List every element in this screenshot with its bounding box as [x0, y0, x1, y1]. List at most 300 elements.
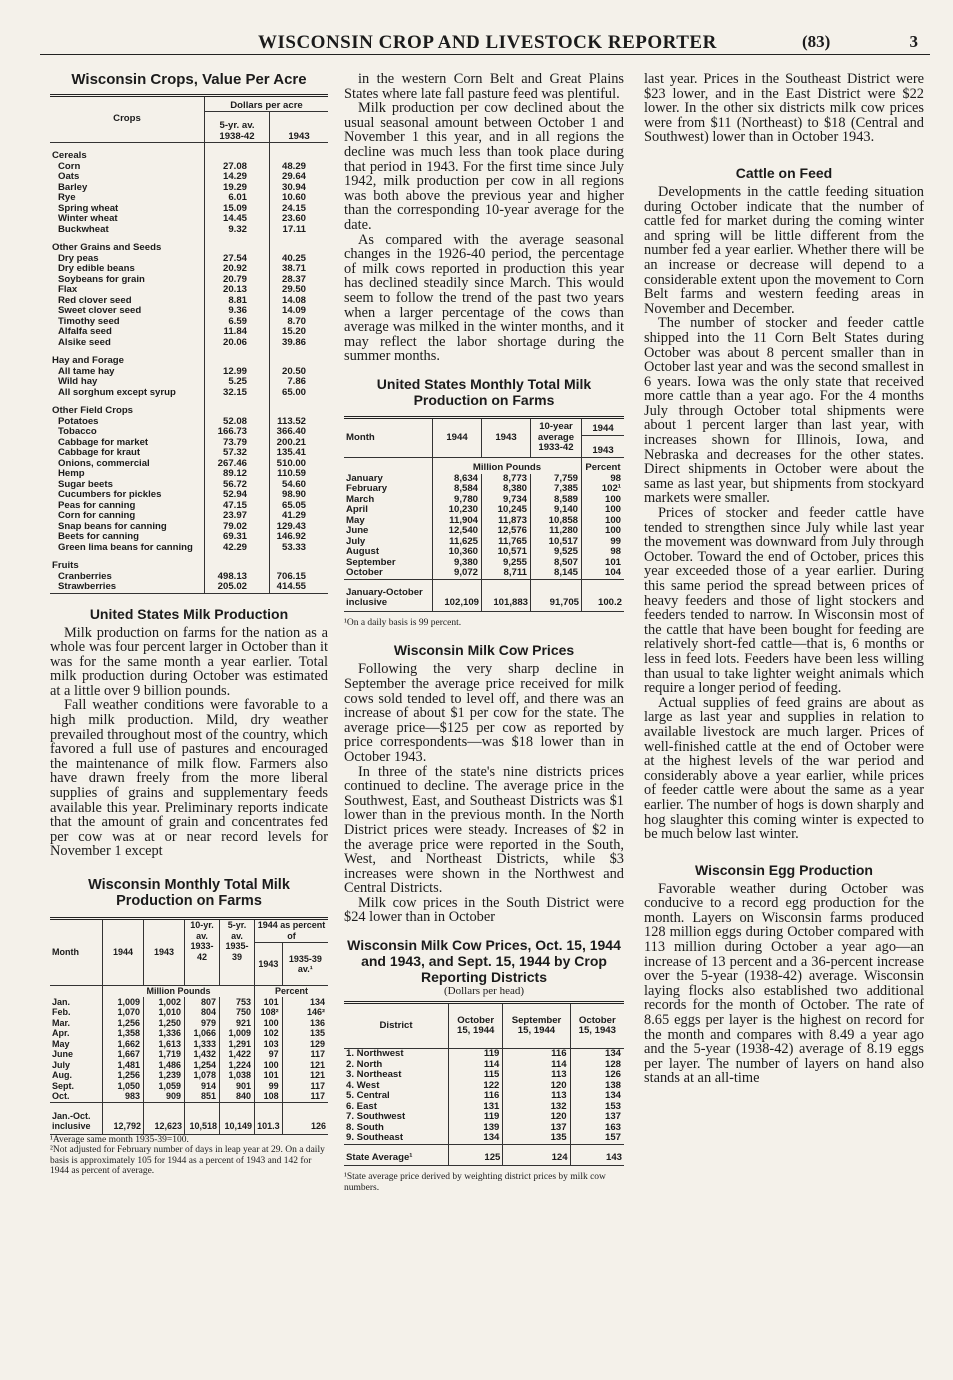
value-1943: 65.00: [270, 388, 329, 399]
cell-value: 1,358: [103, 1028, 144, 1039]
cell-value: 851: [185, 1091, 220, 1102]
cell-value: 10,517: [531, 537, 582, 548]
table-row: [344, 526, 624, 537]
us-col-1944: 1944: [433, 417, 482, 457]
row-label: July: [52, 1059, 71, 1070]
table-row: [50, 1070, 328, 1081]
us-table-note: ¹On a daily basis is 99 percent.: [344, 617, 462, 628]
avg-value: 52.08: [205, 417, 270, 428]
avg-value: 11.84: [205, 327, 270, 338]
table-row: [50, 490, 328, 501]
row-label: Oct.: [52, 1091, 70, 1101]
wi-col-p3539: 1935-39 av.¹: [282, 943, 328, 986]
paragraph: In three of the state's nine districts prices continued to decline. The average price in the Southwest, East, and Southeast Districts was $1 lower than in the previous month. In the North District prices were steady. Increases of $2 in the average price were reported in the South, West, and Northeast Districts, while $3 increases were shown in the Northwest and Central Districts.: [344, 763, 624, 897]
eggs-title: Wisconsin Egg Production: [695, 861, 873, 878]
cell-value: 114: [449, 1060, 503, 1071]
table-row: [50, 427, 328, 438]
cell-value: 901: [220, 1081, 255, 1092]
row-label: February: [346, 483, 388, 495]
cell-value: 9,734: [482, 495, 531, 506]
avg-value: 9.36: [205, 306, 270, 317]
paragraph: Prices of stocker and feeder cattle have tended to strengthen since July while last year the movement was downward from July through October. Toward the end of October, prices this year exceeded those of a year earlier. During this same period the spread between prices of heavy feeders and those of light stockers and feeders tended to narrow. In Wisconsin most of the cattle that have been bought for feeding are relatively short-fed cattle—that is, 6 months or less in feed lots. Feeders have been less willing than usual to take lighter weight animals which require a longer period of feeding.: [644, 505, 924, 697]
cell-value: 128: [570, 1060, 624, 1071]
cell-value: 132: [503, 1102, 570, 1113]
crop-name: Corn: [58, 160, 81, 172]
group-name: Other Field Crops: [52, 405, 134, 416]
cell-value: 1,256: [103, 1070, 144, 1081]
cell-value: 914: [185, 1081, 220, 1092]
district-table-note: ¹State average price derived by weighting district prices by milk cow numbers.: [344, 1172, 606, 1193]
cell-value: 135: [503, 1133, 570, 1144]
group-row: [50, 553, 328, 572]
value-1943: 129.43: [270, 522, 329, 533]
total-value: 125: [449, 1144, 503, 1166]
crop-name: Alfalfa seed: [58, 326, 112, 337]
avg-value: 14.45: [205, 214, 270, 225]
cell-value: 7,759: [531, 474, 582, 485]
cell-value: 1,613: [144, 1039, 185, 1050]
col-crops: Crops: [50, 96, 205, 143]
avg-value: 20.92: [205, 264, 270, 275]
group-name: Hay and Forage: [52, 355, 124, 366]
cell-value: 134: [570, 1049, 624, 1060]
cell-value: 1,009: [103, 997, 144, 1008]
paragraph: Milk production per cow declined about the usual seasonal amount between October 1 and November 1 this year, and in all regions the decline was much less than took place during that period in 1943. For the first time since July 1942, milk production per cow in all regions was both above the previous year and higher than the corresponding 10-year average for the date.: [344, 100, 624, 233]
cell-value: 9,140: [531, 505, 582, 516]
row-label: Aug.: [52, 1070, 72, 1080]
row-label: September: [346, 556, 396, 568]
value-1943: 200.21: [270, 438, 329, 449]
eggs-text: [644, 882, 924, 1086]
paragraph: Milk cow prices in the South District were $24 lower than in October: [344, 894, 624, 926]
cell-value: 108: [255, 1091, 283, 1102]
cow-prices-title: Wisconsin Milk Cow Prices: [393, 642, 575, 659]
cell-value: 137: [503, 1123, 570, 1134]
table-row: [50, 532, 328, 543]
wi-milk-note-1: ¹Average same month 1935-39=100.: [50, 1134, 189, 1145]
avg-value: 73.79: [205, 438, 270, 449]
table-row: [50, 1039, 328, 1050]
us-col-pct-bot: 1943: [582, 435, 625, 457]
paragraph: Fall weather conditions were favorable to a high milk production. Mild, dry weather prevailed throughout most of the country, which favored a full use of pastures and encouraged the maintenance of milk flow. Farmers also have drawn freely from the more liberal supplies of grains and supplementary feeds available this year. Preliminary reports indicate that the amount of grain and concentrates fed per cow was at or near record levels for November 1 except: [50, 697, 328, 860]
crop-name: All tame hay: [58, 365, 115, 377]
column-2: [344, 72, 624, 1193]
cell-value: 8,589: [531, 495, 582, 506]
cell-value: 9,780: [433, 495, 482, 506]
us-table-title: United States Monthly Total Milk Production on Farms: [376, 375, 592, 408]
row-label: June: [346, 525, 369, 537]
cow-prices-text: [344, 662, 624, 925]
cell-value: 1,010: [144, 1007, 185, 1018]
row-label: Mar.: [52, 1017, 71, 1028]
value-1943: 14.08: [270, 296, 329, 307]
row-label: Jan.: [52, 996, 71, 1007]
cell-value: 129: [282, 1039, 328, 1050]
crop-name: Onions, commercial: [58, 457, 150, 469]
paragraph: Following the very sharp decline in September the average price received for milk cows sold tended to level off, and there was an increase of about $1 per cow for the state. The average price—$125 per cow as reported by price correspondents—was $18 lower than in October 1943.: [344, 661, 624, 765]
table-row: [50, 1060, 328, 1071]
dt-col-oct43: October 15, 1943: [570, 1003, 624, 1049]
crop-name: Cucumbers for pickles: [58, 489, 162, 500]
wi-col-pct: 1944 as percent of: [255, 919, 329, 943]
cell-value: 108²: [255, 1007, 283, 1018]
cell-value: 1,038: [220, 1070, 255, 1081]
cell-value: 134: [570, 1091, 624, 1102]
wi-col-p1943: 1943: [255, 943, 283, 986]
table-row: [344, 1091, 624, 1102]
table-row: [50, 582, 328, 593]
total-value: 143: [570, 1144, 624, 1166]
total-value: 102,109: [433, 579, 482, 611]
cell-value: 137: [570, 1112, 624, 1123]
paragraph: in the western Corn Belt and Great Plains States where late fall pasture feed was plentiful.: [344, 71, 624, 102]
cell-value: 120: [503, 1081, 570, 1092]
cell-value: 102: [255, 1028, 283, 1039]
cell-value: 98: [582, 547, 625, 558]
value-1943: 40.25: [270, 254, 329, 265]
cell-value: 12,576: [482, 526, 531, 537]
crops-value-title: Wisconsin Crops, Value Per Acre: [71, 71, 307, 88]
crop-name: Sugar beets: [58, 478, 113, 490]
row-label: Feb.: [52, 1007, 71, 1017]
paragraph: Milk production on farms for the nation as a whole was four percent larger in October than it was for the same month a year earlier. Total milk production during October was estimated at a little over 9 billion pounds.: [50, 624, 328, 699]
value-1943: 53.33: [270, 543, 329, 554]
cell-value: 100: [255, 1018, 283, 1029]
cell-value: 115: [449, 1070, 503, 1081]
row-label: 1. Northwest: [346, 1048, 404, 1060]
group-row: [50, 348, 328, 367]
table-row: [344, 484, 624, 495]
cell-value: 8,507: [531, 558, 582, 569]
dt-col-oct44: October 15, 1944: [449, 1003, 503, 1049]
crop-name: Peas for canning: [58, 499, 136, 511]
table-row: [50, 264, 328, 275]
cell-value: 135: [282, 1028, 328, 1039]
cell-value: 11,625: [433, 537, 482, 548]
paragraph: Developments in the cattle feeding situation during October indicate that the number of cattle fed for market during the coming winter and spring will be little different from the number fed a year earlier. Whether there will be an increase or decrease will depend to a considerable extent upon the movement to Corn Belt farms and western feeding areas in November and December.: [644, 183, 924, 317]
row-label: 2. North: [346, 1058, 383, 1070]
cell-value: 11,280: [531, 526, 582, 537]
value-1943: 14.09: [270, 306, 329, 317]
avg-value: 42.29: [205, 543, 270, 554]
cell-value: 9,525: [531, 547, 582, 558]
page-number: 3: [909, 32, 918, 51]
total-label: State Average¹: [344, 1144, 449, 1166]
cell-value: 1,422: [220, 1049, 255, 1060]
crop-name: Corn for canning: [58, 510, 136, 521]
cell-value: 11,765: [482, 537, 531, 548]
total-value: 101.3: [255, 1102, 283, 1134]
avg-value: 498.13: [205, 572, 270, 583]
value-1943: 29.64: [270, 172, 329, 183]
wi-col-5yr: 5-yr. av. 1935-39: [220, 919, 255, 986]
group-name: Cereals: [52, 150, 87, 161]
cell-value: 163: [570, 1123, 624, 1134]
crop-name: Cranberries: [58, 570, 112, 582]
crop-name: Timothy seed: [58, 315, 120, 327]
cell-value: 1,486: [144, 1060, 185, 1071]
row-label: Sept.: [52, 1080, 75, 1091]
table-row: [50, 377, 328, 388]
cell-value: 1,256: [103, 1018, 144, 1029]
value-1943: 414.55: [270, 582, 329, 593]
us-col-pct-top: 1944: [582, 417, 625, 435]
cell-value: 1,009: [220, 1028, 255, 1039]
cell-value: 1,667: [103, 1049, 144, 1060]
table-row: [344, 505, 624, 516]
row-label: April: [346, 504, 368, 516]
cell-value: 103: [255, 1039, 283, 1050]
cell-value: 8,773: [482, 474, 531, 485]
row-label: 3. Northeast: [346, 1069, 402, 1081]
col-1943: 1943: [270, 112, 329, 143]
value-1943: 135.41: [270, 448, 329, 459]
cell-value: 1,333: [185, 1039, 220, 1050]
wi-col-1944: 1944: [103, 919, 144, 986]
us-milk-table: [344, 416, 624, 612]
district-table-subtitle: (Dollars per head): [443, 985, 525, 998]
crop-name: Buckwheat: [58, 223, 109, 235]
cell-value: 9,380: [433, 558, 482, 569]
avg-value: 32.15: [205, 388, 270, 399]
cell-value: 1,070: [103, 1007, 144, 1018]
value-1943: 8.70: [270, 317, 329, 328]
row-label: March: [346, 493, 375, 505]
cell-value: 1,050: [103, 1081, 144, 1092]
us-col-1943: 1943: [482, 417, 531, 457]
avg-value: 27.54: [205, 254, 270, 265]
us-unit-pct: Percent: [582, 457, 625, 474]
table-row: [50, 1081, 328, 1092]
avg-value: 9.32: [205, 225, 270, 236]
row-label: 5. Central: [346, 1090, 390, 1102]
cell-value: 139: [449, 1123, 503, 1134]
cell-value: 804: [185, 1007, 220, 1018]
us-col-month: Month: [344, 417, 433, 457]
avg-value: 69.31: [205, 532, 270, 543]
cell-value: 1,002: [144, 997, 185, 1008]
cell-value: 8,584: [433, 484, 482, 495]
row-label: 4. West: [346, 1079, 380, 1091]
cell-value: 1,059: [144, 1081, 185, 1092]
page-header: [40, 32, 930, 55]
cell-value: 1,336: [144, 1028, 185, 1039]
wi-unit-lbs: Million Pounds: [103, 986, 255, 997]
crop-name: Flax: [58, 284, 78, 295]
table-row: [344, 1112, 624, 1123]
row-label: May: [346, 514, 365, 526]
table-row: [50, 1091, 328, 1102]
row-label: 7. Southwest: [346, 1111, 406, 1123]
value-1943: 41.29: [270, 511, 329, 522]
cell-value: 807: [185, 997, 220, 1008]
cell-value: 117: [282, 1091, 328, 1102]
value-1943: 39.86: [270, 338, 329, 349]
cell-value: 100: [582, 505, 625, 516]
table-row: [50, 214, 328, 225]
cell-value: 116: [503, 1049, 570, 1060]
table-row: [344, 558, 624, 569]
cell-value: 753: [220, 997, 255, 1008]
value-1943: 20.50: [270, 367, 329, 378]
value-1943: 30.94: [270, 183, 329, 194]
crop-name: Dry edible beans: [58, 263, 135, 274]
total-value: 10,149: [220, 1102, 255, 1134]
row-label: June: [52, 1049, 74, 1059]
cell-value: 117: [282, 1081, 328, 1092]
cattle-title: Cattle on Feed: [735, 164, 833, 181]
crop-name: Potatoes: [58, 415, 99, 427]
avg-value: 20.06: [205, 338, 270, 349]
cell-value: 101: [255, 1070, 283, 1081]
value-1943: 510.00: [270, 459, 329, 470]
cell-value: 840: [220, 1091, 255, 1102]
table-row: [344, 516, 624, 527]
group-name: Other Grains and Seeds: [52, 242, 162, 253]
cell-value: 134: [449, 1133, 503, 1144]
cell-value: 157: [570, 1133, 624, 1144]
avg-value: 47.15: [205, 501, 270, 512]
value-1943: 17.11: [270, 225, 329, 236]
table-row: [50, 225, 328, 236]
value-1943: 15.20: [270, 327, 329, 338]
total-value: 91,705: [531, 579, 582, 611]
avg-value: 15.09: [205, 204, 270, 215]
cell-value: 1,719: [144, 1049, 185, 1060]
group-row: [50, 143, 328, 162]
cell-value: 8,380: [482, 484, 531, 495]
cell-value: 7,385: [531, 484, 582, 495]
row-label: May: [52, 1038, 70, 1049]
cell-value: 131: [449, 1102, 503, 1113]
cell-value: 99: [582, 537, 625, 548]
avg-value: 79.02: [205, 522, 270, 533]
table-row: [50, 511, 328, 522]
dt-col-district: District: [344, 1003, 449, 1049]
crop-name: Oats: [58, 171, 80, 182]
district-table-title: Wisconsin Milk Cow Prices, Oct. 15, 1944 and 1943, and Sept. 15, 1944 by Crop Reporting Districts: [347, 937, 621, 986]
row-label: Apr.: [52, 1028, 70, 1038]
cell-value: 114: [503, 1060, 570, 1071]
avg-value: 56.72: [205, 480, 270, 491]
cell-value: 8,634: [433, 474, 482, 485]
cell-value: 146²: [282, 1007, 328, 1018]
cell-value: 101: [255, 997, 283, 1008]
cell-value: 122: [449, 1081, 503, 1092]
table-row: [50, 448, 328, 459]
table-row: [50, 469, 328, 480]
value-1943: 28.37: [270, 275, 329, 286]
avg-value: 166.73: [205, 427, 270, 438]
cell-value: 1,291: [220, 1039, 255, 1050]
cell-value: 11,904: [433, 516, 482, 527]
cell-value: 1,250: [144, 1018, 185, 1029]
total-value: 12,792: [103, 1102, 144, 1134]
wi-milk-table: [50, 917, 328, 1135]
value-1943: 29.50: [270, 285, 329, 296]
value-1943: 113.52: [270, 417, 329, 428]
total-value: 12,623: [144, 1102, 185, 1134]
avg-value: 23.97: [205, 511, 270, 522]
us-milk-title: United States Milk Production: [89, 605, 289, 622]
us-milk-text: [50, 626, 328, 860]
value-1943: 48.29: [270, 162, 329, 173]
total-row: [344, 1144, 624, 1166]
cell-value: 117: [282, 1049, 328, 1060]
table-row: [50, 338, 328, 349]
crop-name: Wild hay: [58, 376, 98, 387]
table-row: [344, 1070, 624, 1081]
column-1: [50, 72, 328, 1177]
value-1943: 10.60: [270, 193, 329, 204]
row-label: 6. East: [346, 1100, 377, 1112]
avg-value: 19.29: [205, 183, 270, 194]
cell-value: 102¹: [582, 484, 625, 495]
value-1943: 23.60: [270, 214, 329, 225]
table-row: [50, 543, 328, 554]
value-1943: 706.15: [270, 572, 329, 583]
avg-value: 5.25: [205, 377, 270, 388]
cell-value: 100: [582, 526, 625, 537]
cell-value: 8,711: [482, 568, 531, 579]
value-1943: 24.15: [270, 204, 329, 215]
us-unit-lbs: Million Pounds: [433, 457, 582, 474]
group-row: [50, 398, 328, 417]
cell-value: 153: [570, 1102, 624, 1113]
cell-value: 750: [220, 1007, 255, 1018]
cell-value: 136: [282, 1018, 328, 1029]
value-1943: 98.90: [270, 490, 329, 501]
crop-name: Green lima beans for canning: [58, 541, 193, 553]
col2-text: [344, 72, 624, 364]
cell-value: 1,254: [185, 1060, 220, 1071]
value-1943: 38.71: [270, 264, 329, 275]
cell-value: 134: [282, 997, 328, 1008]
cell-value: 97: [255, 1049, 283, 1060]
cell-value: 100: [255, 1060, 283, 1071]
cell-value: 12,540: [433, 526, 482, 537]
crop-name: Alsike seed: [58, 336, 111, 348]
cell-value: 909: [144, 1091, 185, 1102]
table-row: [50, 172, 328, 183]
issue-number: (83): [802, 32, 831, 51]
table-row: [344, 1133, 624, 1144]
col-dollars: Dollars per acre: [205, 96, 329, 112]
row-label: 8. South: [346, 1121, 384, 1133]
group-name: Fruits: [52, 560, 79, 571]
total-label: Jan.-Oct. inclusive: [50, 1102, 103, 1134]
avg-value: 20.79: [205, 275, 270, 286]
wi-col-1943: 1943: [144, 919, 185, 986]
cell-value: 104: [582, 568, 625, 579]
cell-value: 119: [449, 1049, 503, 1060]
avg-value: 12.99: [205, 367, 270, 378]
cell-value: 1,432: [185, 1049, 220, 1060]
cell-value: 113: [503, 1091, 570, 1102]
cell-value: 9,255: [482, 558, 531, 569]
value-1943: 110.59: [270, 469, 329, 480]
cell-value: 10,858: [531, 516, 582, 527]
crop-name: Rye: [58, 192, 76, 203]
cell-value: 138: [570, 1081, 624, 1092]
total-value: 124: [503, 1144, 570, 1166]
cell-value: 100: [582, 516, 625, 527]
total-value: 126: [282, 1102, 328, 1134]
table-row: [50, 997, 328, 1008]
crop-name: Spring wheat: [58, 202, 119, 214]
crop-name: Red clover seed: [58, 294, 132, 306]
cell-value: 1,078: [185, 1070, 220, 1081]
